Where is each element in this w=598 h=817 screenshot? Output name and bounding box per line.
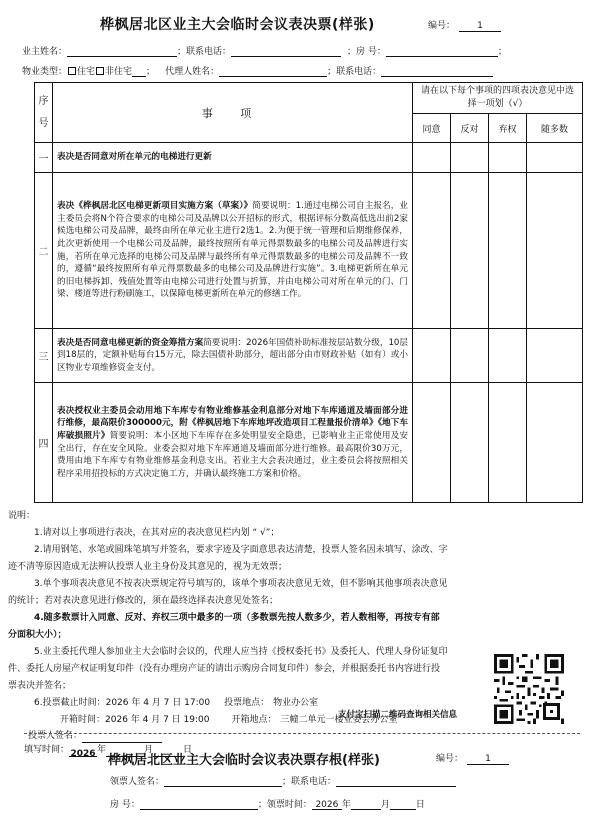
- stub-serial-number: [436, 751, 509, 765]
- vote-cell-oppose[interactable]: [451, 173, 489, 329]
- serial-value: 1: [459, 21, 501, 32]
- qr-code-icon[interactable]: [494, 654, 564, 724]
- vote-cell-majority[interactable]: [527, 173, 583, 329]
- stub-day-unit: 日: [415, 800, 425, 810]
- vote-cell-abstain[interactable]: [489, 329, 527, 383]
- stub-room-label: 房 号：: [110, 800, 140, 810]
- stub-year: 2026: [312, 800, 342, 810]
- table-row: [35, 329, 583, 383]
- table-row: [35, 143, 583, 173]
- proxy-name-label: 代理人姓名：: [165, 67, 220, 77]
- vote-cell-oppose[interactable]: [451, 329, 489, 383]
- page-title: 桦枫居北区业主大会临时会议表决票(样张): [100, 17, 375, 33]
- row-seq: 三: [35, 329, 53, 383]
- row-item-bold: 表决授权业主委员会动用地下车库专有物业维修基金利息部分对地下车库通道及墙面部分进行维修，最高限价300000元，附《桦枫居地下车库地坪改造项目工程量报价清单》《地下车库破损照片》: [57, 405, 408, 441]
- owner-phone-field[interactable]: [231, 47, 341, 57]
- deadline-label: 6.投票截止时间：: [34, 698, 106, 708]
- vote-cell-abstain[interactable]: [489, 173, 527, 329]
- row-item-text: 简要说明：2026年国债补助标准按层站数分级，10层到18层的，定额补贴每台15万元，除去国债补助部分，超出部分由市财政补贴（如有）或小区物业专项维修资金支付。: [57, 337, 408, 373]
- serial-number: [428, 18, 501, 32]
- vote-cell-oppose[interactable]: [451, 383, 489, 503]
- row-item-text: 简要说明：本小区地下车库存在多处明显安全隐患，已影响业主正常使用及安全出行，存在安全风险。业委会拟对地下车库通道及墙面部分进行维修。最高限价30万元，费用由地下车库专有物业维修基金利息支出。若业主大会表决通过，业主委员会将按照相关程序采用招投标的方式决定施工方，并确认最终施工方案和价格。: [57, 430, 408, 479]
- stub-phone-field[interactable]: [336, 777, 456, 787]
- note-2b: 迹不清等原因造成无法辨认投票人业主身份及其意见的，视为无效票；: [8, 562, 288, 572]
- note-3b: 的统计；若对表决意见进行修改的，须在最终选择表决意见处签名；: [8, 596, 279, 606]
- cut-line: [24, 733, 580, 734]
- vote-place-value: 物业办公室: [273, 698, 319, 708]
- stub-title: 桦枫居北区业主大会临时会议表决票存根(样张): [108, 753, 380, 768]
- qr-caption: 支付宝扫描二维码查询相关信息: [338, 710, 458, 720]
- row-item-text: 简要说明：1.通过电梯公司自主报名，业主委员会将N个符合要求的电梯公司及品牌以公开招标的形式，根据评标分数高低选出前2家候选电梯公司及品牌，最终由所在单元业主进行2选1。2.为便于统一管理和后期维修保养，此次更新使用一个电梯公司及品牌，最终按照所有单元得票数最多的电梯公司及品牌进行实施，若所在单元选择的电梯公司及品牌与最终所有单元得票数最多的电梯公司及品牌不一致的，遵循“最终按照所有单元得票数最多的电梯公司及品牌进行实施”。3.电梯更新所在单元的旧电梯拆卸、残值处置等由电梯公司进行处置与折算，并由电梯公司对所在单元的门、门梁、楼道等进行粉刷施工，以保障电梯更新所在单元的修缮工作。: [57, 201, 408, 300]
- proxy-phone-label: ；联系电话：: [327, 67, 382, 77]
- vote-cell-majority[interactable]: [527, 143, 583, 173]
- property-type-label: 物业类型：: [22, 67, 68, 77]
- vote-cell-agree[interactable]: [413, 383, 451, 503]
- vote-cell-agree[interactable]: [413, 173, 451, 329]
- note-2a: 2.请用钢笔、水笔或圆珠笔填写并签名，要求字迹及字面意思表达清楚，投票人签名因未填写、涂改、字: [34, 545, 448, 555]
- property-type-underline: [132, 67, 146, 77]
- serial-label: 编号：: [428, 21, 456, 31]
- non-residential-checkbox[interactable]: [96, 67, 104, 75]
- option-abstain: 弃权: [489, 114, 527, 143]
- stub-receiver-label: 领票人签名：: [110, 777, 165, 787]
- residential-checkbox[interactable]: [68, 67, 76, 75]
- table-row: [35, 383, 583, 503]
- open-place-value: 三幢二单元一楼业委会办公室: [280, 715, 398, 725]
- vote-cell-abstain[interactable]: [489, 143, 527, 173]
- owner-name-field[interactable]: [67, 47, 177, 57]
- non-residential-label: 非住宅: [105, 67, 133, 77]
- row-seq: 一: [35, 143, 53, 173]
- stub-receiver-field[interactable]: [164, 777, 282, 787]
- note-4b: 分面积大小）；: [8, 630, 67, 640]
- stub-serial-value: 1: [467, 754, 509, 765]
- row-seq: 二: [35, 173, 53, 329]
- owner-name-label: 业主姓名：: [22, 47, 68, 57]
- vote-cell-majority[interactable]: [527, 329, 583, 383]
- note-4a: 4.随多数票计入同意、反对、弃权三项中最多的一项（多数票先按人数多少，若人数相等，再按专有部: [34, 613, 440, 623]
- option-agree: 同意: [413, 114, 451, 143]
- stub-room-line: [110, 797, 425, 810]
- voter-sign-field[interactable]: [82, 733, 162, 743]
- table-row: [35, 173, 583, 329]
- note-5b: 件、委托人房屋产权证明复印件（没有办理房产证的请出示购房合同复印件）参会，并根据委托书内容进行投: [8, 664, 441, 674]
- fill-year-unit: 年: [97, 745, 107, 755]
- row-item-bold: 表决是否同意电梯更新的资金筹措方案: [57, 337, 204, 348]
- title-row: [0, 14, 598, 34]
- vote-cell-majority[interactable]: [527, 383, 583, 503]
- stub-receiver-line: [110, 774, 456, 787]
- option-oppose: 反对: [451, 114, 489, 143]
- property-info-line: [22, 64, 493, 77]
- deadline-value: 2026 年 4 月 7 日 17:00: [105, 698, 211, 708]
- note-5c: 票表决并签名；: [8, 681, 72, 691]
- notes-label: 说明：: [8, 511, 36, 521]
- open-time-value: 2026 年 4 月 7 日 19:00: [105, 715, 210, 725]
- fill-time-label: 填写时间：: [24, 745, 70, 755]
- seq-header-1: 序: [38, 95, 49, 107]
- vote-instruction: 请在以下每个事项的四项表决意见中选择一项划（√）: [413, 83, 583, 114]
- row-item: [53, 329, 413, 383]
- room-label: ；房 号：: [347, 47, 386, 57]
- stub-phone-label: ；联系电话：: [282, 777, 337, 787]
- fill-year: 2026: [70, 749, 96, 759]
- item-header: 事 项: [53, 83, 413, 143]
- row-item: [53, 383, 413, 503]
- option-majority: 随多数: [527, 114, 583, 143]
- open-place-label: 开箱地点：: [231, 715, 277, 725]
- vote-place-label: 投票地点：: [224, 698, 270, 708]
- row-item: [53, 143, 413, 173]
- vote-cell-agree[interactable]: [413, 329, 451, 383]
- fill-month-unit: 月: [144, 745, 154, 755]
- stub-month-unit: 月: [380, 800, 390, 810]
- row-item-bold: 表决是否同意对所在单元的电梯进行更新: [57, 152, 212, 163]
- vote-cell-agree[interactable]: [413, 143, 451, 173]
- proxy-name-field[interactable]: [219, 67, 327, 77]
- vote-cell-oppose[interactable]: [451, 143, 489, 173]
- owner-phone-label: ；联系电话：: [177, 47, 232, 57]
- note-1: 1.请对以上事项进行表决，在其对应的表决意见栏内划 “ √”；: [34, 528, 280, 538]
- table-header-row: [35, 83, 583, 114]
- row-seq: 四: [35, 383, 53, 503]
- voter-sign-label: 投票人签名：: [28, 731, 83, 741]
- residential-label: 住宅: [77, 67, 96, 77]
- ballot-table: [34, 82, 583, 503]
- property-type-end: ；: [146, 67, 156, 77]
- note-5a: 5.业主委托代理人参加业主大会临时会议的，代理人应当持《授权委托书》及委托人、代理人身份证复印: [34, 647, 448, 657]
- note-3a: 3.单个事项表决意见不按表决票规定符号填写的，该单个事项表决意见无效，但不影响其他事项表决意见: [34, 579, 448, 589]
- proxy-phone-field[interactable]: [381, 67, 493, 77]
- seq-header-2: 号: [38, 117, 49, 129]
- seq-header: [35, 83, 53, 143]
- voter-sign-line: [8, 729, 588, 743]
- open-time-label: 开箱时间：: [60, 715, 106, 725]
- stub-room-field[interactable]: [140, 800, 258, 810]
- room-end: ；: [497, 47, 507, 57]
- stub-day-field[interactable]: [390, 800, 416, 810]
- stub-time-label: ；领票时间：: [257, 800, 312, 810]
- owner-info-line: [22, 44, 507, 57]
- stub-month-field[interactable]: [351, 800, 381, 810]
- row-item-bold: 表决《桦枫居北区电梯更新项目实施方案（草案）》: [57, 201, 253, 212]
- room-field[interactable]: [386, 47, 498, 57]
- stub-serial-label: 编号：: [436, 754, 464, 764]
- fill-day-unit: 日: [183, 745, 193, 755]
- row-item: [53, 173, 413, 329]
- vote-cell-abstain[interactable]: [489, 383, 527, 503]
- stub-year-unit: 年: [341, 800, 351, 810]
